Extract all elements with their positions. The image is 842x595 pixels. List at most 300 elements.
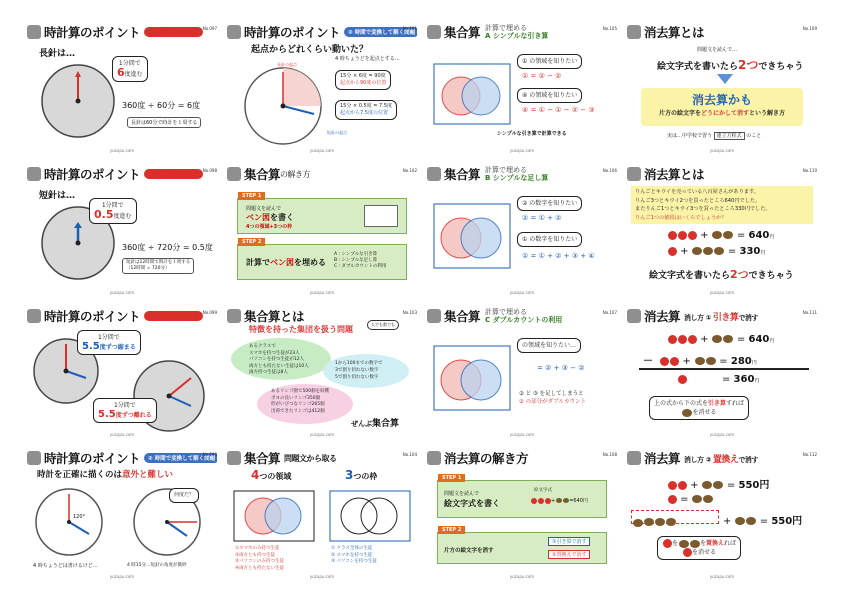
card-number: No.100 bbox=[202, 452, 217, 457]
footer-line-c: できちゃう bbox=[748, 271, 794, 281]
apple-icon bbox=[683, 548, 692, 557]
card-elimination-example bbox=[627, 164, 817, 295]
venn-frames bbox=[329, 490, 411, 542]
square-icon bbox=[627, 309, 641, 323]
summary-d: を消せる bbox=[692, 549, 717, 556]
bubble-unit: 度ずつ縮まる bbox=[99, 344, 136, 351]
kiwi-icon bbox=[746, 517, 756, 525]
card-title: 時計算のポイント bbox=[44, 451, 141, 466]
apple-icon bbox=[688, 231, 697, 240]
apple-icon bbox=[678, 481, 687, 490]
frame-item: ③ パソコンを持つ生徒 bbox=[331, 559, 377, 564]
card-number: No.106 bbox=[602, 168, 617, 173]
question-bubble: 何度だ？ bbox=[169, 488, 199, 503]
kiwi-icon bbox=[644, 518, 654, 526]
card-title: 集合算 bbox=[444, 309, 481, 324]
step-1-box bbox=[237, 193, 407, 234]
example-line: あるクラスで bbox=[249, 344, 276, 349]
card-subtitle bbox=[684, 310, 758, 323]
unit: 円 bbox=[769, 234, 775, 240]
summary-c: れば bbox=[724, 540, 737, 547]
venn-regions bbox=[233, 490, 315, 542]
clock-face bbox=[239, 62, 327, 146]
note-line: （12時間 = 720分） bbox=[126, 266, 170, 271]
regions-number: 4 bbox=[251, 468, 260, 482]
card-elimination-subtract bbox=[627, 306, 817, 437]
footer: yuzupu.com bbox=[709, 432, 735, 437]
card-number: No.101 bbox=[402, 26, 417, 31]
calc-text: 360度 ÷ 720分 = 0.5度 bbox=[122, 243, 213, 252]
value: 550円 bbox=[738, 480, 770, 491]
value: 280 bbox=[730, 356, 752, 367]
square-icon bbox=[227, 25, 241, 39]
square-icon bbox=[27, 451, 41, 465]
card-title-row bbox=[627, 448, 758, 468]
card-title-row bbox=[227, 448, 337, 468]
badge: ② 時間で変換して解く問題 bbox=[144, 453, 217, 463]
kiwi-icon bbox=[666, 518, 676, 526]
note-b: 連立方程式 bbox=[714, 132, 745, 140]
eq-row: + =640円 bbox=[530, 497, 588, 504]
heading: 起点からどれくらい動いた？ bbox=[251, 45, 369, 55]
card-subtitle: の解き方 bbox=[280, 169, 311, 179]
card-number: No.110 bbox=[802, 168, 817, 173]
angle-label: 120° bbox=[73, 514, 86, 520]
caption bbox=[351, 416, 399, 429]
box-line-b: どうにかして消す bbox=[700, 110, 749, 117]
step-text: 片方の絵文字を消す bbox=[444, 548, 494, 554]
card-number: No.099 bbox=[202, 310, 217, 315]
method-item: A : シンプルな引き算 bbox=[334, 252, 378, 257]
step-text: 絵文字式を書く bbox=[444, 499, 500, 508]
badge: ① 大切な３つの角度 bbox=[144, 311, 203, 321]
apple-icon bbox=[531, 498, 537, 504]
divider bbox=[639, 368, 809, 370]
card-title-row bbox=[227, 164, 310, 184]
cloud-note: 人でも数でも bbox=[367, 320, 399, 330]
option-replace: ②置換えで消す bbox=[548, 550, 590, 559]
bubble-separating bbox=[93, 398, 157, 423]
note-c: のこと bbox=[746, 133, 762, 139]
value: 550円 bbox=[771, 516, 803, 527]
venn-thumbnail bbox=[364, 205, 398, 227]
step-label: STEP 1 bbox=[438, 474, 465, 482]
card-elimination-method bbox=[427, 448, 617, 579]
note bbox=[667, 132, 761, 139]
clock-face bbox=[33, 486, 105, 558]
square-icon bbox=[27, 167, 41, 181]
square-icon bbox=[227, 309, 241, 323]
note-line: 短針は12時間で時計を１周する bbox=[126, 260, 191, 265]
problem-line: またりんご1つとキウイ3つを買ったところ330円でした。 bbox=[635, 206, 771, 212]
question-1: ① の領域を知りたい bbox=[517, 54, 582, 69]
square-icon bbox=[427, 309, 441, 323]
frames-heading bbox=[345, 468, 377, 482]
step-emph: ベン図 bbox=[246, 213, 270, 222]
kiwi-icon bbox=[633, 519, 643, 527]
badge: ① 大切な３つの角度 bbox=[144, 27, 203, 37]
label-end: 短針の起点 bbox=[327, 130, 347, 135]
example-line: 3で割り切れない数字 bbox=[335, 368, 379, 373]
card-subtitle bbox=[485, 166, 548, 182]
card-title: 消去算 bbox=[644, 309, 681, 324]
equation-row-2: + = 330円 bbox=[667, 246, 765, 257]
footer: yuzupu.com bbox=[309, 574, 335, 579]
card-number: No.104 bbox=[402, 452, 417, 457]
subtitle-a: 消し方 ② bbox=[684, 455, 711, 464]
example-apples bbox=[257, 384, 353, 424]
example-numbers bbox=[323, 354, 409, 388]
bubble-value: 6 bbox=[117, 66, 125, 79]
line-2c: できちゃう bbox=[758, 62, 804, 72]
bubble-line: 起点から90度の位置 bbox=[340, 80, 387, 86]
heading-b: 意外と難しい bbox=[122, 470, 174, 480]
note-a: 実は…中学校で習う bbox=[667, 133, 713, 139]
regions-label: つの領域 bbox=[259, 472, 292, 481]
square-icon bbox=[227, 167, 241, 181]
card-title: 消去算とは bbox=[644, 25, 705, 40]
option-subtract: ①引き算で消す bbox=[548, 537, 590, 546]
square-icon bbox=[27, 309, 41, 323]
subtitle-a: 消し方 ① bbox=[684, 313, 711, 322]
example-line: あるリンゴ園で500個を収穫 bbox=[271, 389, 330, 394]
kiwi-icon bbox=[703, 495, 713, 503]
apple-icon bbox=[538, 498, 544, 504]
subtitle-b: 置換え bbox=[712, 454, 739, 465]
badge: ① 大切な３つの角度 bbox=[144, 169, 203, 179]
equation-1: = ② + ③ − ② bbox=[537, 364, 585, 372]
problem-line: りんご1つの値段はいくらでしょうか？ bbox=[635, 214, 727, 221]
example-line: 両方持つ生徒は8人 bbox=[249, 370, 288, 375]
step-text: 問題文を読んで bbox=[246, 206, 282, 212]
apple-icon bbox=[678, 335, 687, 344]
apple-icon bbox=[688, 335, 697, 344]
equation-row-3: + = 550円 bbox=[723, 516, 803, 527]
square-icon bbox=[627, 451, 641, 465]
arrow-down-icon bbox=[717, 74, 733, 84]
summary-a: を bbox=[672, 540, 679, 547]
step-2-box bbox=[237, 239, 407, 280]
card-title: 消去算とは bbox=[644, 167, 705, 182]
value: 330 bbox=[739, 246, 761, 257]
note: 長針は60分で時計を１周する bbox=[127, 117, 201, 128]
line-2a: 絵文字式を書いたら bbox=[657, 62, 739, 72]
equation-2: ① = ① + ② + ③ + ④ bbox=[522, 252, 595, 260]
square-icon bbox=[227, 451, 241, 465]
eq-value: =640円 bbox=[569, 498, 588, 504]
value: 640 bbox=[748, 334, 770, 345]
card-title: 時計算のポイント bbox=[44, 167, 141, 182]
method-item: C : ダブルカウントの利用 bbox=[334, 264, 387, 269]
venn-diagram bbox=[433, 200, 511, 270]
bubble-text: 1分間で bbox=[101, 202, 124, 209]
card-title-row bbox=[27, 306, 203, 326]
step-emph: ベン図 bbox=[270, 258, 294, 267]
card-set-add bbox=[427, 164, 617, 295]
value: 640 bbox=[748, 230, 770, 241]
question-2: ④ の領域を知りたい bbox=[517, 88, 582, 103]
card-elimination-replace bbox=[627, 448, 817, 579]
kiwi-icon bbox=[735, 517, 745, 525]
kiwi-icon bbox=[563, 498, 569, 503]
question-1: ② の数字を知りたい bbox=[517, 196, 582, 211]
subtitle-b: 引き算 bbox=[712, 312, 739, 323]
square-icon bbox=[427, 451, 441, 465]
card-title-row bbox=[427, 164, 548, 184]
caption-a: ぜんぶ bbox=[351, 420, 372, 428]
problem-line: りんごとキウイを売っている八百屋さんがあります。 bbox=[635, 189, 759, 195]
summary-a2: を bbox=[700, 540, 707, 547]
card-set-subtract bbox=[427, 22, 617, 153]
summary-b: 置換え bbox=[706, 540, 725, 547]
bubble-line: 起点から7.5度の位置 bbox=[340, 110, 388, 116]
note-line: ② の部分がダブルカウント bbox=[519, 399, 586, 405]
card-title: 消去算 bbox=[644, 451, 681, 466]
card-number: No.108 bbox=[602, 452, 617, 457]
summary-b: 引き算 bbox=[708, 400, 727, 407]
kiwi-icon bbox=[679, 540, 689, 548]
unit: 円 bbox=[754, 378, 760, 384]
bubble-text: 1分間で bbox=[97, 334, 120, 341]
bubble-short bbox=[335, 100, 397, 120]
region-item: ①スマホのみ持つ生徒 bbox=[235, 546, 280, 551]
kiwi-icon bbox=[706, 357, 716, 365]
apple-icon bbox=[660, 357, 669, 366]
kiwi-icon bbox=[695, 357, 705, 365]
kiwi-icon bbox=[703, 247, 713, 255]
frame-item: ② スマホを持つ生徒 bbox=[331, 552, 373, 558]
kiwi-icon bbox=[692, 247, 702, 255]
equation-1: ① = ② − ② bbox=[522, 72, 562, 80]
step-label: STEP 2 bbox=[438, 526, 465, 534]
step-label: STEP 1 bbox=[238, 192, 265, 200]
card-number: No.112 bbox=[802, 452, 817, 457]
card-subtitle: 問題文から取る bbox=[284, 453, 337, 463]
summary-bubble bbox=[649, 396, 749, 420]
summary-a: 上の式から下の式を bbox=[654, 400, 709, 407]
bubble-value: 5.5 bbox=[98, 409, 116, 420]
unit: 円 bbox=[760, 250, 766, 256]
square-icon bbox=[627, 167, 641, 181]
step-text: を書く bbox=[270, 213, 294, 222]
card-clock-start bbox=[227, 22, 417, 153]
card-set-intro bbox=[227, 306, 417, 437]
speech-bubble bbox=[89, 198, 137, 224]
summary-d: を消せる bbox=[692, 409, 717, 416]
card-title: 時計算のポイント bbox=[244, 25, 341, 40]
venn-diagram bbox=[433, 342, 511, 412]
footer: yuzupu.com bbox=[109, 290, 135, 295]
equation-row-2: － + = 280円 bbox=[643, 356, 757, 367]
subtitle-c: で消す bbox=[738, 313, 758, 322]
apple-icon bbox=[670, 357, 679, 366]
kiwi-icon bbox=[702, 481, 712, 489]
frames-number: 3 bbox=[345, 468, 354, 482]
card-number: No.103 bbox=[402, 310, 417, 315]
box-title: 消去算かも bbox=[691, 93, 752, 107]
card-title-row bbox=[627, 22, 704, 42]
bubble-long bbox=[335, 70, 391, 90]
card-clock-drawing bbox=[27, 448, 217, 579]
kiwi-icon bbox=[723, 335, 733, 343]
card-clock-long-hand bbox=[27, 22, 217, 153]
example-students bbox=[231, 338, 331, 380]
example-line: 1から100までの数字で bbox=[335, 361, 383, 366]
bubble-unit: 度進む bbox=[113, 213, 132, 220]
card-title: 集合算 bbox=[444, 25, 481, 40]
equation-row-1: + = 550円 bbox=[667, 476, 769, 491]
card-subtitle bbox=[485, 24, 548, 40]
footer: yuzupu.com bbox=[309, 148, 335, 153]
card-title-row bbox=[427, 448, 528, 468]
step-label: STEP 2 bbox=[238, 238, 265, 246]
bubble-unit: 度進む bbox=[124, 71, 143, 78]
caption-left: 4 時ちょうどは書けるけど… bbox=[33, 563, 98, 569]
card-clock-short-hand bbox=[27, 164, 217, 295]
equation-row-2: = bbox=[667, 494, 714, 505]
footer: yuzupu.com bbox=[309, 290, 335, 295]
line-2b: 2つ bbox=[738, 58, 759, 72]
summary-c: すれば bbox=[726, 400, 745, 407]
subtitle: 特徴を持った集団を扱う問題 bbox=[249, 325, 353, 334]
card-number: No.098 bbox=[202, 168, 217, 173]
square-icon bbox=[427, 25, 441, 39]
card-number: No.102 bbox=[402, 168, 417, 173]
footer: yuzupu.com bbox=[509, 148, 535, 153]
bubble-line: 15分 × 6度 = 90度 bbox=[340, 73, 386, 79]
step-detail: 4つの領域+3つの枠 bbox=[246, 224, 293, 230]
footer: yuzupu.com bbox=[509, 574, 535, 579]
footer: yuzupu.com bbox=[109, 574, 135, 579]
value: 360 bbox=[733, 374, 755, 385]
heading bbox=[37, 468, 173, 480]
subtitle-c: で消す bbox=[738, 455, 758, 464]
region-item: ②両方とも持つ生徒 bbox=[235, 552, 276, 558]
frames-label: つの枠 bbox=[353, 472, 378, 481]
card-set-double-count bbox=[427, 306, 617, 437]
calc-text: 360度 ÷ 60分 = 6度 bbox=[122, 101, 201, 110]
footer-line bbox=[649, 266, 794, 282]
box-line-c: という解き方 bbox=[749, 110, 786, 117]
regions-list bbox=[235, 546, 284, 572]
kiwi-icon bbox=[712, 335, 722, 343]
apple-icon bbox=[668, 495, 677, 504]
card-title: 集合算 bbox=[244, 451, 281, 466]
frames-list bbox=[331, 546, 377, 566]
apple-icon bbox=[663, 539, 672, 548]
note bbox=[519, 390, 586, 406]
problem-box bbox=[631, 186, 813, 224]
footer: yuzupu.com bbox=[109, 148, 135, 153]
kiwi-icon bbox=[692, 495, 702, 503]
apple-icon bbox=[545, 498, 551, 504]
card-clock-relative bbox=[27, 306, 217, 437]
summary-bubble bbox=[657, 536, 741, 560]
example-line: パソコンを持つ生徒が12人 bbox=[249, 357, 305, 362]
footer: yuzupu.com bbox=[709, 290, 735, 295]
card-title-row bbox=[27, 448, 217, 468]
bubble-value: 5.5 bbox=[82, 341, 100, 352]
card-title-row bbox=[227, 306, 304, 326]
replaced-group bbox=[631, 510, 719, 524]
footer: yuzupu.com bbox=[709, 148, 735, 153]
card-title-row bbox=[627, 306, 758, 326]
card-title: 消去算の解き方 bbox=[444, 451, 529, 466]
bubble-closing bbox=[77, 330, 141, 355]
unit: 円 bbox=[751, 360, 757, 366]
clock-face bbox=[39, 62, 117, 140]
card-number: No.111 bbox=[802, 310, 817, 315]
card-set-method bbox=[227, 164, 417, 295]
footer: yuzupu.com bbox=[509, 290, 535, 295]
problem-line: りんご3つとキウイ2つを買ったところ640円でした。 bbox=[635, 197, 761, 204]
card-elimination-intro bbox=[627, 22, 817, 153]
example-line: 形がいびつなリンゴ265個 bbox=[271, 402, 325, 407]
card-title: 時計算のポイント bbox=[44, 309, 141, 324]
card-number: No.109 bbox=[802, 26, 817, 31]
example-line: ボヨの良いリンゴ350個 bbox=[271, 395, 321, 401]
card-subtitle bbox=[684, 452, 758, 465]
apple-icon bbox=[678, 375, 687, 384]
subtitle-line: B シンプルな足し算 bbox=[485, 174, 549, 182]
line-1: 問題文を読んで… bbox=[697, 47, 738, 53]
region-item: ③パソコンのみ持つ生徒 bbox=[235, 559, 284, 564]
footer: yuzupu.com bbox=[509, 432, 535, 437]
square-icon bbox=[627, 25, 641, 39]
eq-label: 絵文字式 bbox=[534, 488, 552, 493]
step-text: を埋める bbox=[294, 258, 326, 267]
card-title-row bbox=[427, 22, 548, 42]
method-item: B : シンプルな足し算 bbox=[334, 258, 378, 263]
box-line-a: 片方の絵文字を bbox=[658, 110, 701, 117]
example-line: 5で割り切れない数字 bbox=[335, 375, 379, 380]
card-title: 集合算 bbox=[444, 167, 481, 182]
square-icon bbox=[27, 25, 41, 39]
badge: ② 時間で変換して解く問題 bbox=[344, 27, 417, 37]
frame-item: ① クラス全体の生徒 bbox=[331, 546, 373, 551]
apple-icon bbox=[678, 231, 687, 240]
heading: 長針は… bbox=[39, 49, 76, 59]
footer: yuzupu.com bbox=[109, 432, 135, 437]
kiwi-icon bbox=[712, 231, 722, 239]
card-number: No.105 bbox=[602, 26, 617, 31]
footer: yuzupu.com bbox=[709, 574, 735, 579]
step-text: 計算で bbox=[246, 258, 270, 267]
card-title-row bbox=[427, 306, 562, 326]
bubble-text: 1分間で bbox=[118, 60, 141, 67]
apple-icon bbox=[668, 335, 677, 344]
heading-a: 時計を正確に描くのは bbox=[37, 470, 123, 480]
bubble-text: 1分間で bbox=[113, 402, 136, 409]
bubble-unit: 度ずつ離れる bbox=[115, 412, 152, 419]
unit: 円 bbox=[769, 338, 775, 344]
sub: 4 時ちょうどを起点とする… bbox=[335, 56, 400, 62]
subtitle-line: C ダブルカウントの利用 bbox=[485, 316, 563, 324]
kiwi-icon bbox=[655, 518, 665, 526]
question-1: の領域を知りたい… bbox=[517, 338, 581, 353]
kiwi-icon bbox=[690, 540, 700, 548]
card-title: 時計算のポイント bbox=[44, 25, 141, 40]
note-line: ② と ③ を足してしまうと bbox=[519, 391, 584, 397]
card-title: 集合算とは bbox=[244, 309, 305, 324]
kiwi-icon bbox=[682, 409, 692, 417]
highlight-box bbox=[641, 88, 803, 126]
card-number: No.097 bbox=[202, 26, 217, 31]
card-title-row bbox=[27, 22, 203, 42]
heading: 短針は… bbox=[39, 191, 76, 201]
equation-row-1: + = 640円 bbox=[667, 230, 774, 241]
subtitle-line: 計算で埋める bbox=[485, 308, 528, 316]
